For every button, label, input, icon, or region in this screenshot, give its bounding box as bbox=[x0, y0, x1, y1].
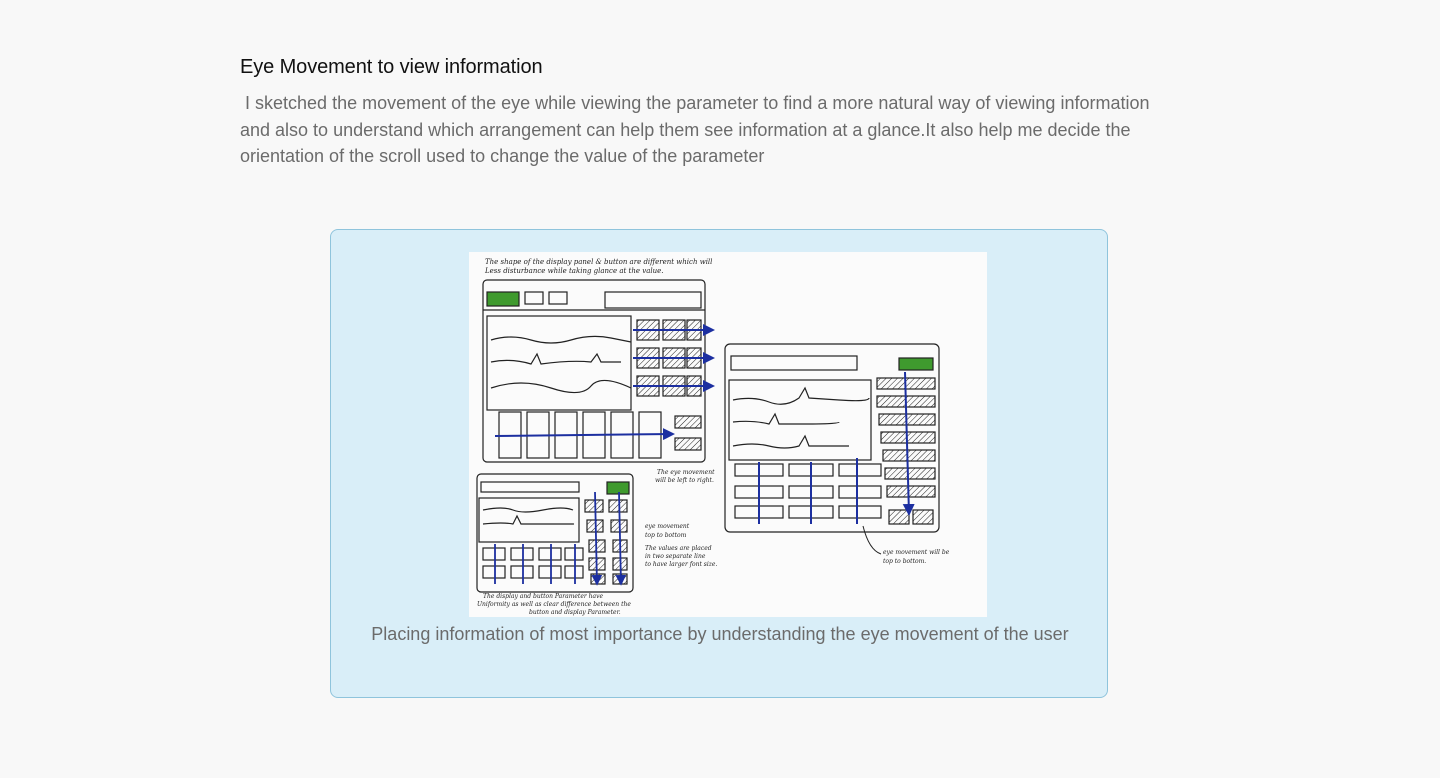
sketch-note-values-1: The values are placed bbox=[645, 545, 712, 552]
sketch-note-eye-lr-1: The eye movement bbox=[657, 469, 715, 476]
sketch-note-eye-right-2: top to bottom. bbox=[883, 558, 927, 565]
sketch-note-eye-tb-1: eye movement bbox=[645, 523, 690, 530]
eye-movement-sketch-image bbox=[469, 252, 987, 617]
sketch-note-bottom-2: Uniformity as well as clear difference between the bbox=[477, 601, 631, 608]
sketch-note-eye-lr-2: will be left to right. bbox=[655, 477, 714, 484]
section-title: Eye Movement to view information bbox=[240, 56, 543, 78]
sketch-note-eye-tb-2: top to bottom bbox=[645, 532, 687, 539]
sketch-note-bottom-3: button and display Parameter. bbox=[529, 609, 621, 616]
sketch-note-values-2: in two separate line bbox=[645, 553, 706, 560]
sketch-note-values-3: to have larger font size. bbox=[645, 561, 718, 568]
figure-caption: Placing information of most importance by understanding the eye movement of the user bbox=[371, 624, 1069, 644]
sketch-note-eye-right-1: eye movement will be bbox=[883, 549, 950, 556]
sketch-note-top-2: Less disturbance while taking glance at the value. bbox=[485, 267, 664, 275]
sketch-note-bottom-1: The display and button Parameter have bbox=[483, 593, 604, 600]
sketch-note-top-1: The shape of the display panel & button are different which will bbox=[485, 258, 713, 266]
section-description: I sketched the movement of the eye while viewing the parameter to find a more natural way of viewing information and also to understand which arrangement can help them see information at a glance.It also help me decide the orientation of the scroll used to change the value of the parameter bbox=[240, 93, 1155, 166]
